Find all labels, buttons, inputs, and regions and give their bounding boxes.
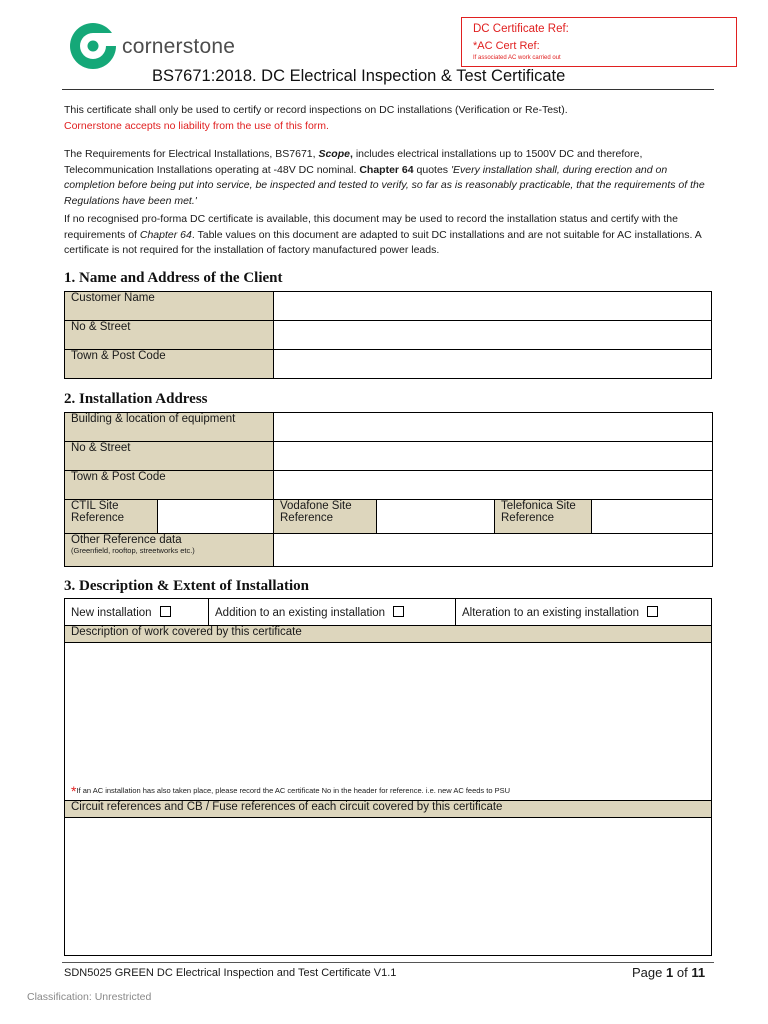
logo-text: cornerstone <box>122 35 236 58</box>
ctil-site-ref-field[interactable] <box>158 500 274 534</box>
p1-chapter: Chapter 64 <box>359 163 414 176</box>
building-location-label: Building & location of equipment <box>65 413 274 442</box>
ac-cert-ref-label: *AC Cert Ref: <box>473 40 540 52</box>
other-reference-sub: (Greenfield, rooftop, streetworks etc.) <box>71 546 195 555</box>
description-table <box>64 598 712 956</box>
alteration-checkbox[interactable] <box>647 606 658 617</box>
intro-line-1: This certificate shall only be used to certify or record inspections on DC installations (Verification or Re-Test). <box>64 104 568 116</box>
section-3-title: 3. Description & Extent of Installation <box>64 578 309 594</box>
liability-notice: Cornerstone accepts no liability from the use of this form. <box>64 120 329 132</box>
other-reference-field[interactable] <box>274 534 713 567</box>
p1-text-c: quotes <box>413 163 451 176</box>
install-street-label: No & Street <box>65 442 274 471</box>
client-street-label: No & Street <box>65 321 274 350</box>
page-word: Page <box>632 965 663 980</box>
addition-checkbox[interactable] <box>393 606 404 617</box>
p2-chapter: Chapter 64 <box>139 228 192 241</box>
p1-text-a: The Requirements for Electrical Installations, BS7671, <box>64 148 319 160</box>
install-street-field[interactable] <box>274 442 713 471</box>
install-town-field[interactable] <box>274 471 713 500</box>
section-1-title: 1. Name and Address of the Client <box>64 270 283 286</box>
other-reference-label <box>65 534 274 567</box>
client-town-field[interactable] <box>274 350 712 379</box>
dc-cert-ref-label: DC Certificate Ref: <box>473 23 569 35</box>
description-label: Description of work covered by this certificate <box>65 626 712 643</box>
telefonica-site-ref-field[interactable] <box>592 500 713 534</box>
building-location-field[interactable] <box>274 413 713 442</box>
addition-option[interactable] <box>209 599 456 626</box>
page-total: 11 <box>691 965 706 980</box>
install-town-label: Town & Post Code <box>65 471 274 500</box>
document-reference: SDN5025 GREEN DC Electrical Inspection and Test Certificate V1.1 <box>64 967 397 979</box>
ac-cert-ref-note: If associated AC work carried out <box>473 55 561 61</box>
ctil-site-ref-label: CTIL Site Reference <box>65 500 158 534</box>
vodafone-site-ref-field[interactable] <box>377 500 495 534</box>
p1-scope: Scope <box>318 148 350 160</box>
alteration-label: Alteration to an existing installation <box>462 606 640 619</box>
title-divider <box>62 89 714 90</box>
other-reference-title: Other Reference data <box>71 534 182 546</box>
new-installation-label: New installation <box>71 606 152 619</box>
requirements-paragraph: The Requirements for Electrical Installations, BS7671, Scope, includes electrical installations up to 1500V DC and therefore, Telecommunication Installations operating at -48V DC nominal. Chapter 64 quotes 'Every installation shall, during erection and on completion before being put into service, be inspected and tested to verify, so far as is reasonably practicable, that the requirements of the Regulations have been met.' <box>64 148 705 207</box>
ac-installation-note <box>71 783 511 799</box>
alteration-option[interactable] <box>456 599 712 626</box>
p2-text-a: If no recognised pro-forma DC certificate is available, this document may be used to record the installation status and certify with the requirements of <box>64 213 678 241</box>
ac-note-text: If an AC installation has also taken place, please record the AC certificate No in the header for reference. i.e. new AC feeds to PSU <box>76 786 511 795</box>
client-table <box>64 291 712 379</box>
customer-name-label: Customer Name <box>65 292 274 321</box>
certificate-ref-box <box>461 17 737 67</box>
cornerstone-logo-icon <box>70 23 116 69</box>
telefonica-site-ref-label: Telefonica Site Reference <box>495 500 592 534</box>
classification-label: Classification: Unrestricted <box>27 991 152 1003</box>
asterisk: * <box>71 783 77 799</box>
page-number <box>632 965 705 980</box>
description-field[interactable] <box>65 643 712 801</box>
p1-text-b: includes electrical installations up to 1500V DC and therefore, Telecommunication Installations operating at -48V DC nominal. <box>64 148 643 176</box>
installation-address-table <box>64 412 713 567</box>
of-word: of <box>676 965 688 980</box>
circuit-references-label: Circuit references and CB / Fuse references of each circuit covered by this certificate <box>65 801 712 818</box>
client-street-field[interactable] <box>274 321 712 350</box>
circuit-references-field[interactable] <box>65 818 712 956</box>
section-2-title: 2. Installation Address <box>64 391 208 407</box>
client-town-label: Town & Post Code <box>65 350 274 379</box>
p1-quote: 'Every installation shall, during erection and on completion before being put into service, be inspected and tested to verify, so far as is reasonably practicable, that the requirements of the Regulations have been met.' <box>64 163 705 207</box>
page-current: 1 <box>666 965 674 980</box>
document-title: BS7671:2018. DC Electrical Inspection & Test Certificate <box>152 67 566 85</box>
new-installation-option[interactable] <box>65 599 209 626</box>
new-installation-checkbox[interactable] <box>160 606 171 617</box>
vodafone-site-ref-label: Vodafone Site Reference <box>274 500 377 534</box>
p2-text-b: . Table values on this document are adapted to suit DC installations and are not suitable for AC installations. A certificate is not required for the installation of factory manufactured power leads. <box>64 228 702 256</box>
addition-label: Addition to an existing installation <box>215 606 386 619</box>
customer-name-field[interactable] <box>274 292 712 321</box>
usage-paragraph <box>64 212 716 259</box>
footer-divider <box>62 962 714 963</box>
